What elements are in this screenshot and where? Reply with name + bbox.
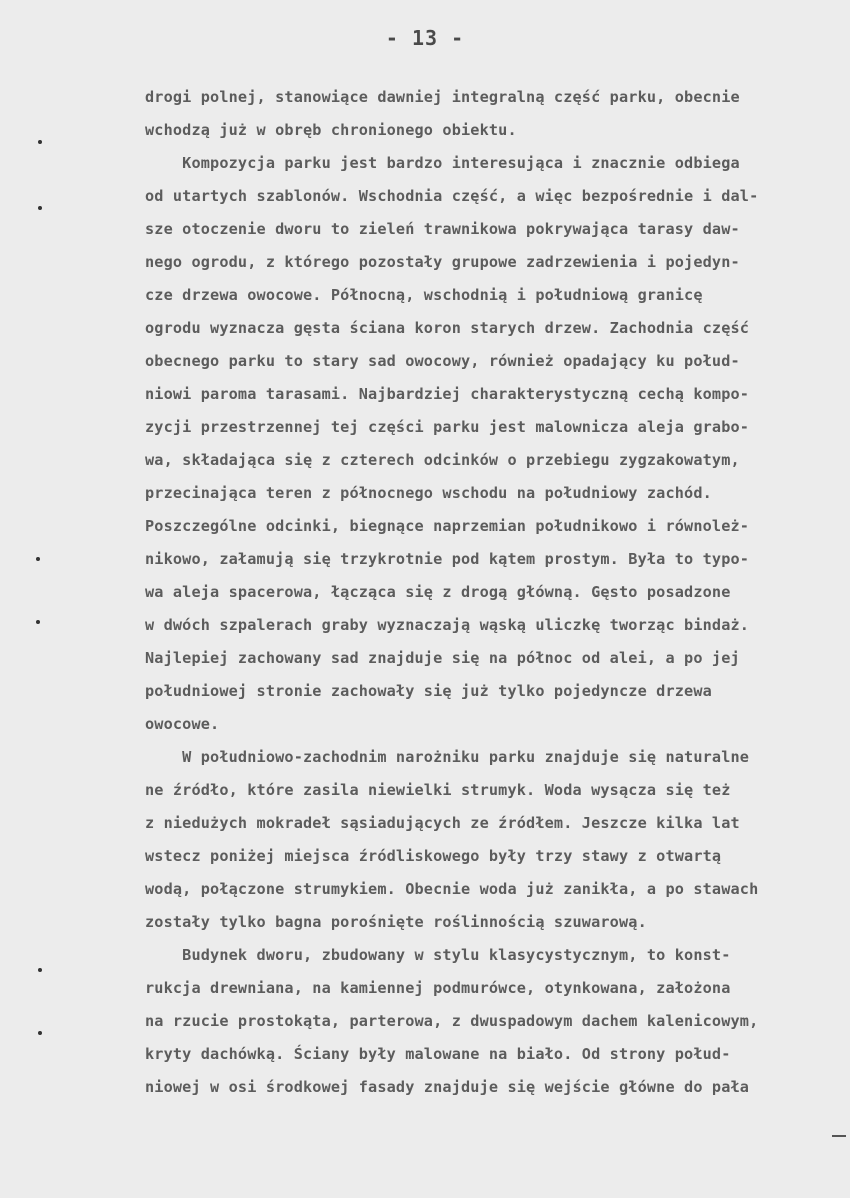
margin-mark [38, 206, 42, 210]
text-line: od utartych szablonów. Wschodnia część, a więc bezpośrednie i dal- [145, 187, 759, 205]
margin-mark [38, 1031, 42, 1035]
text-line: wstecz poniżej miejsca źródliskowego były trzy stawy z otwartą [145, 847, 722, 865]
text-line: z niedużych mokradeł sąsiadujących ze źródłem. Jeszcze kilka lat [145, 814, 740, 832]
text-line: cze drzewa owocowe. Północną, wschodnią i południową granicę [145, 286, 703, 304]
edge-mark [832, 1135, 846, 1137]
text-line: W południowo-zachodnim narożniku parku znajduje się naturalne [145, 748, 750, 766]
text-line: wchodzą już w obręb chronionego obiektu. [145, 121, 517, 139]
text-line: zycji przestrzennej tej części parku jest malownicza aleja grabo- [145, 418, 750, 436]
text-line: wa, składająca się z czterech odcinków o przebiegu zygzakowatym, [145, 451, 740, 469]
text-line: nego ogrodu, z którego pozostały grupowe zadrzewienia i pojedyn- [145, 253, 740, 271]
text-line: Budynek dworu, zbudowany w stylu klasycystycznym, to konst- [145, 946, 731, 964]
text-line: zostały tylko bagna porośnięte roślinnością szuwarową. [145, 913, 647, 931]
text-line: Poszczególne odcinki, biegnące naprzemian południkowo i równoleż- [145, 517, 750, 535]
text-line: w dwóch szpalerach graby wyznaczają wąską uliczkę tworząc bindaż. [145, 616, 750, 634]
text-line: kryty dachówką. Ściany były malowane na biało. Od strony połud- [145, 1045, 731, 1063]
page-number: - 13 - [385, 26, 465, 50]
margin-mark [38, 968, 42, 972]
text-line: wa aleja spacerowa, łącząca się z drogą główną. Gęsto posadzone [145, 583, 731, 601]
margin-mark [36, 620, 40, 624]
text-line: Kompozycja parku jest bardzo interesująca i znacznie odbiega [145, 154, 740, 172]
text-line: obecnego parku to stary sad owocowy, również opadający ku połud- [145, 352, 740, 370]
text-line: drogi polnej, stanowiące dawniej integralną część parku, obecnie [145, 88, 740, 106]
text-line: na rzucie prostokąta, parterowa, z dwuspadowym dachem kalenicowym, [145, 1012, 759, 1030]
text-line: przecinająca teren z północnego wschodu na południowy zachód. [145, 484, 712, 502]
text-line: południowej stronie zachowały się już tylko pojedyncze drzewa [145, 682, 712, 700]
text-line: rukcja drewniana, na kamiennej podmurówce, otynkowana, założona [145, 979, 731, 997]
text-line: Najlepiej zachowany sad znajduje się na północ od alei, a po jej [145, 649, 740, 667]
text-line: owocowe. [145, 715, 220, 733]
text-line: sze otoczenie dworu to zieleń trawnikowa pokrywająca tarasy daw- [145, 220, 740, 238]
text-line: nikowo, załamują się trzykrotnie pod kątem prostym. Była to typo- [145, 550, 750, 568]
text-line: niowej w osi środkowej fasady znajduje się wejście główne do pała [145, 1078, 750, 1096]
text-line: wodą, połączone strumykiem. Obecnie woda już zanikła, a po stawach [145, 880, 759, 898]
text-line: ogrodu wyznacza gęsta ściana koron starych drzew. Zachodnia część [145, 319, 750, 337]
text-line: ne źródło, które zasila niewielki strumyk. Woda wysącza się też [145, 781, 731, 799]
margin-mark [36, 557, 40, 561]
text-line: niowi paroma tarasami. Najbardziej charakterystyczną cechą kompo- [145, 385, 750, 403]
margin-mark [38, 140, 42, 144]
